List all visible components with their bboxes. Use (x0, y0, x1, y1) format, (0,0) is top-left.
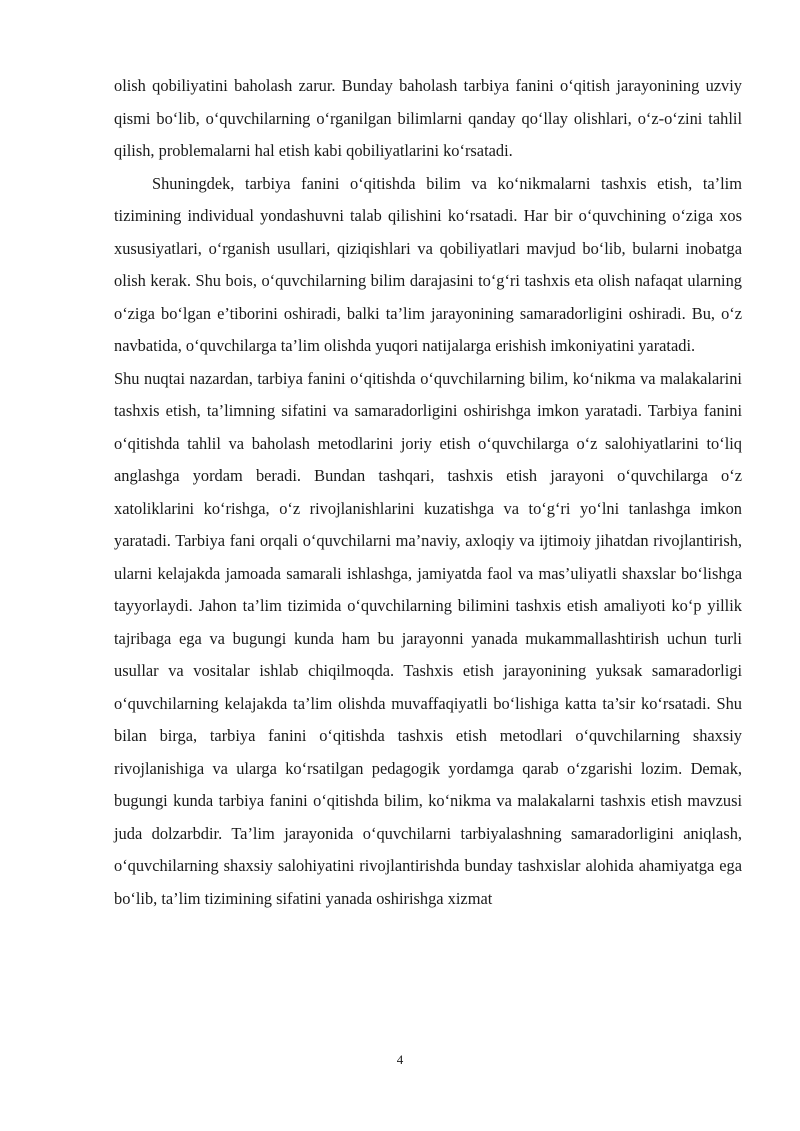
paragraph-3: Shu nuqtai nazardan, tarbiya fanini o‘qitishda o‘quvchilarning bilim, ko‘nikma va malakalarini tashxis etish, ta’limning sifatini va samaradorligini oshirishga imkon yaratadi. Tarbiya fanini o‘qitishda tahlil va baholash metodlarini joriy etish o‘quvchilarga o‘z salohiyatlarini to‘liq anglashga yordam beradi. Bundan tashqari, tashxis etish jarayoni o‘quvchilarga o‘z xatoliklarini ko‘rishga, o‘z rivojlanishlarini kuzatishga va to‘g‘ri yo‘lni tanlashga imkon yaratadi. Tarbiya fani orqali o‘quvchilarni ma’naviy, axloqiy va ijtimoiy jihatdan rivojlantirish, ularni kelajakda jamoada samarali ishlashga, jamiyatda faol va mas’uliyatli shaxslar bo‘lishga tayyorlaydi. Jahon ta’lim tizimida o‘quvchilarning bilimini tashxis etish amaliyoti ko‘p yillik tajribaga ega va bugungi kunda ham bu jarayonni yanada mukammallashtirish uchun turli usullar va vositalar ishlab chiqilmoqda. Tashxis etish jarayonining yuksak samaradorligi o‘quvchilarning kelajakda ta’lim olishda muvaffaqiyatli bo‘lishiga katta ta’sir ko‘rsatadi. Shu bilan birga, tarbiya fanini o‘qitishda tashxis etish metodlari o‘quvchilarning shaxsiy rivojlanishiga va ularga ko‘rsatilgan pedagogik yordamga qarab o‘zgarishi lozim. Demak, bugungi kunda tarbiya fanini o‘qitishda bilim, ko‘nikma va malakalarni tashxis etish mavzusi juda dolzarbdir. Ta’lim jarayonida o‘quvchilarni tarbiyalashning samaradorligini aniqlash, o‘quvchilarning shaxsiy salohiyatini rivojlantirishda bunday tashxislar alohida ahamiyatga ega bo‘lib, ta’lim tizimining sifatini yanada oshirishga xizmat (114, 368, 742, 908)
paragraph-2: Shuningdek, tarbiya fanini o‘qitishda bilim va ko‘nikmalarni tashxis etish, ta’lim tizimining individual yondashuvni talab qilishini ko‘rsatadi. Har bir o‘quvchining o‘ziga xos xususiyatlari, o‘rganish usullari, qiziqishlari va qobiliyatlari mavjud bo‘lib, bularni inobatga olish kerak. Shu bois, o‘quvchilarning bilim darajasini to‘g‘ri tashxis eta olish nafaqat ularning o‘ziga bo‘lgan e’tiborini oshiradi, balki ta’lim jarayonining samaradorligini oshiradi. Bu, o‘z navbatida, o‘quvchilarga ta’lim olishda yuqori natijalarga erishish imkoniyatini yaratadi. (114, 173, 742, 355)
page-number: 4 (396, 1052, 404, 1067)
paragraph-1: olish qobiliyatini baholash zarur. Bunday baholash tarbiya fanini o‘qitish jarayonining uzviy qismi bo‘lib, o‘quvchilarning o‘rganilgan bilimlarni qanday qo‘llay olishlari, o‘z-o‘zini tahlil qilish, problemalarni hal etish kabi qobiliyatlarini ko‘rsatadi. (114, 76, 742, 160)
body-text (114, 70, 742, 915)
